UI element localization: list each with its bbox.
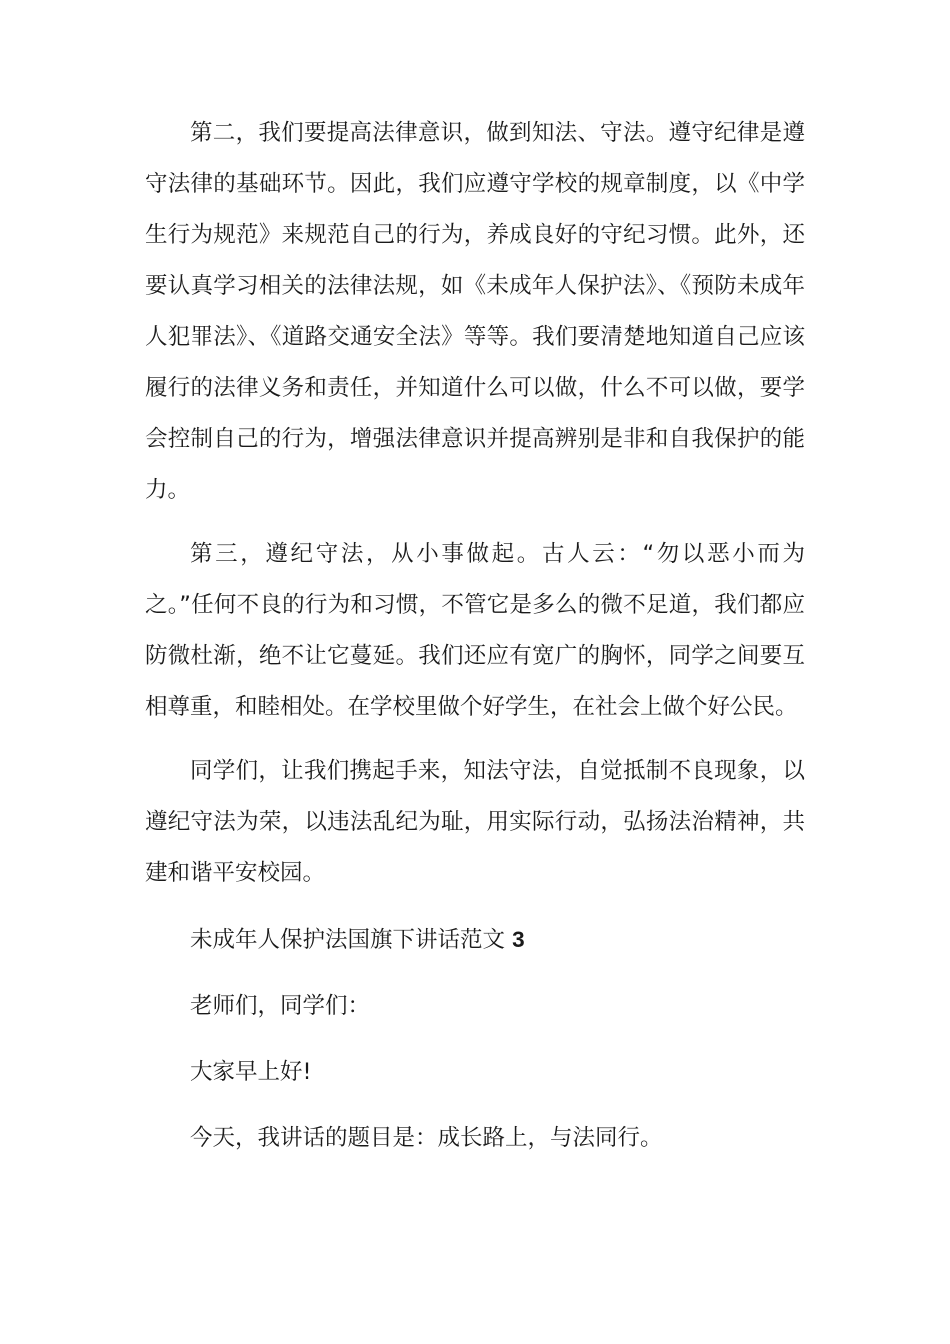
paragraph-call-to-action: 同学们，让我们携起手来，知法守法，自觉抵制不良现象，以遵纪守法为荣，以违法乱纪为耻，用实际行动，弘扬法治精神，共建和谐平安校园。 <box>145 758 805 886</box>
paragraph-second-point: 第二，我们要提高法律意识，做到知法、守法。遵守纪律是遵守法律的基础环节。因此，我们应遵守学校的规章制度，以《中学生行为规范》来规范自己的行为，养成良好的守纪习惯。此外，还要认真学习相关的法律法规，如《未成年人保护法》、《预防未成年人犯罪法》、《道路交通安全法》等等。我们要清楚地知道自己应该履行的法律义务和责任，并知道什么可以做，什么不可以做，要学会控制自己的行为，增强法律意识并提高辨别是非和自我保护的能力。 <box>145 120 805 503</box>
greeting-line: 大家早上好! <box>190 1059 312 1085</box>
section-heading-number: 3 <box>512 927 525 952</box>
section-heading-text: 未成年人保护法国旗下讲话范文 <box>190 927 506 953</box>
paragraph-third-point: 第三，遵纪守法，从小事做起。古人云：“勿以恶小而为之。”任何不良的行为和习惯，不管它是多么的微不足道，我们都应防微杜渐，绝不让它蔓延。我们还应有宽广的胸怀，同学之间要互相尊重，和睦相处。在学校里做个好学生，在社会上做个好公民。 <box>145 541 805 720</box>
topic-line: 今天，我讲话的题目是：成长路上，与法同行。 <box>190 1125 663 1151</box>
salutation-line: 老师们，同学们： <box>190 993 371 1019</box>
document-body <box>145 108 805 1164</box>
section-heading <box>145 914 805 966</box>
